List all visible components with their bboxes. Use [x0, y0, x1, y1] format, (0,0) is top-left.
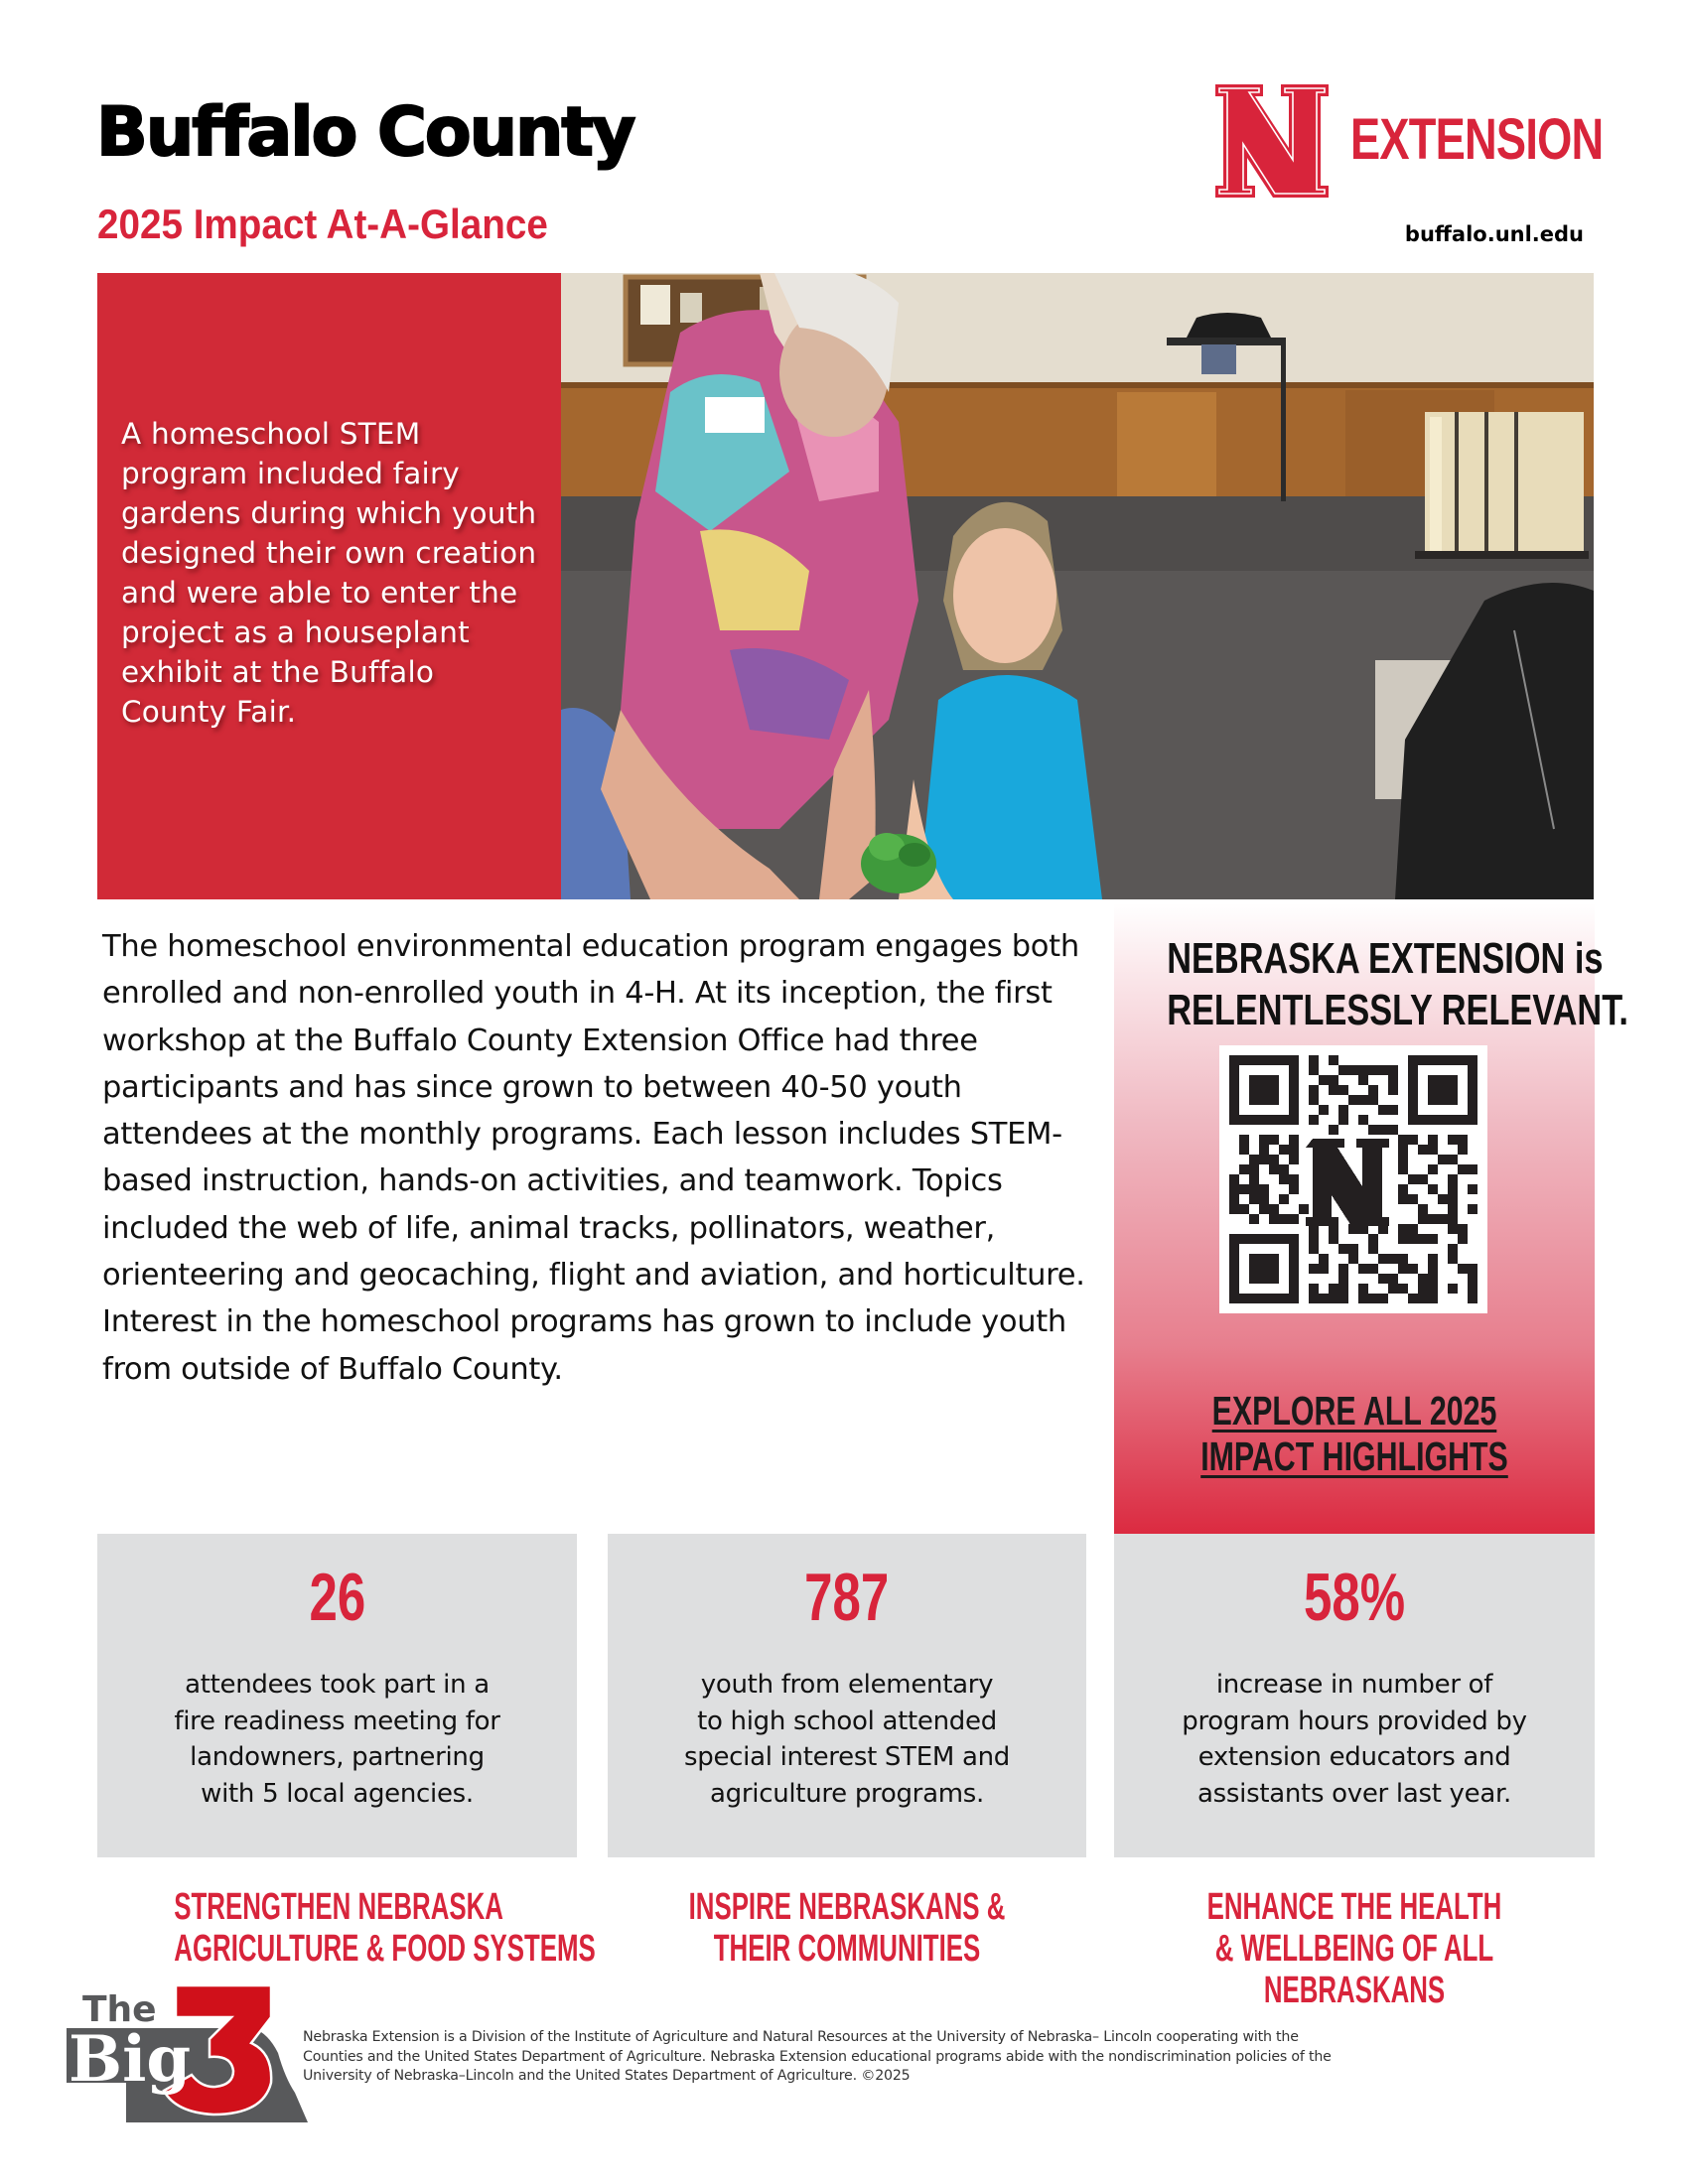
site-url-link[interactable]: buffalo.unl.edu	[1404, 222, 1584, 246]
program-description: The homeschool environmental education program engages both enrolled and non-enrolled youth in 4-H. At its inception, the first workshop at the Buffalo County Extension Office had three participants and has since grown to between 40-50 youth attendees at the monthly programs. Each lesson includes STEM-based instruction, hands-on activities, and teamwork. Topics included the web of life, animal tracks, pollinators, weather, orienteering and geocaching, flight and aviation, and horticulture. Interest in the homeschool programs has grown to include youth from outside of Buffalo County.	[102, 929, 1085, 1387]
pillar-agriculture	[174, 1886, 596, 1970]
disclaimer-line: Nebraska Extension is a Division of the Institute of Agriculture and Natural Resources at the University of Nebraska– Lincoln cooperating with the	[303, 2029, 1299, 2045]
stat-line: agriculture programs.	[710, 1778, 984, 1809]
pillar-line: AGRICULTURE & FOOD SYSTEMS	[174, 1928, 596, 1970]
pillar-health	[1191, 1886, 1517, 2011]
pillar-line: THEIR COMMUNITIES	[713, 1928, 981, 1970]
stat-line: to high school attended	[697, 1706, 997, 1736]
pillar-line: ENHANCE THE HEALTH	[1206, 1886, 1502, 1928]
stat-line: attendees took part in a	[185, 1670, 490, 1700]
qr-code-icon[interactable]	[1219, 1045, 1487, 1313]
stat-line: with 5 local agencies.	[201, 1778, 474, 1809]
panel-headline-line-1: NEBRASKA EXTENSION is	[1167, 934, 1604, 983]
stat-line: youth from elementary	[700, 1670, 994, 1700]
page-title: Buffalo County	[96, 93, 634, 172]
stat-line: fire readiness meeting for	[174, 1706, 500, 1736]
explore-impact-highlights-link[interactable]	[1177, 1388, 1532, 1479]
pillar-communities	[684, 1886, 1010, 1970]
stat-description	[1141, 1667, 1568, 1812]
stat-card-program-hours	[1114, 1534, 1595, 1857]
stat-description	[633, 1667, 1060, 1812]
big3-the: The	[82, 1989, 157, 2030]
page-subtitle: 2025 Impact At-A-Glance	[97, 201, 548, 247]
disclaimer-line: Counties and the United States Department of Agriculture. Nebraska Extension educational programs abide with the nondiscrimination policies of the	[303, 2048, 1332, 2065]
pillar-line: & WELLBEING OF ALL	[1214, 1928, 1494, 1970]
stat-value: 58%	[1303, 1560, 1406, 1635]
big3-big: Big	[69, 2022, 192, 2097]
stat-value: 787	[804, 1560, 890, 1635]
disclaimer-line: University of Nebraska–Lincoln and the United States Department of Agriculture. ©2025	[303, 2068, 911, 2084]
panel-headline-line-2: RELENTLESSLY RELEVANT.	[1167, 986, 1628, 1034]
hero-callout-text: A homeschool STEM program included fairy gardens during which youth designed their own creation and were able to enter the project as a houseplant exhibit at the Buffalo County Fair.	[121, 416, 537, 729]
explore-link-line-1: EXPLORE ALL 2025	[1211, 1388, 1497, 1433]
pillar-line: INSPIRE NEBRASKANS &	[688, 1886, 1006, 1928]
hero-photo	[561, 273, 1594, 899]
stat-line: extension educators and	[1197, 1742, 1511, 1772]
stat-line: special interest STEM and	[684, 1742, 1010, 1772]
nebraska-n-logo-icon	[1213, 82, 1331, 200]
explore-link-line-2: IMPACT HIGHLIGHTS	[1200, 1433, 1508, 1479]
relentlessly-relevant-panel	[1114, 903, 1628, 1535]
stat-card-youth-stem	[608, 1534, 1086, 1857]
big-3-logo-icon	[65, 1983, 308, 2122]
stat-line: assistants over last year.	[1197, 1778, 1511, 1809]
stat-description	[124, 1667, 551, 1812]
stat-line: increase in number of	[1215, 1670, 1493, 1700]
panel-headline	[1167, 933, 1628, 1036]
pillar-line: STRENGTHEN NEBRASKA	[174, 1886, 503, 1928]
qr-code-graphic	[1229, 1055, 1477, 1303]
pillar-line: NEBRASKANS	[1263, 1970, 1446, 2011]
stat-value: 26	[309, 1560, 365, 1635]
stat-line: program hours provided by	[1182, 1706, 1527, 1736]
stat-card-fire-readiness	[97, 1534, 577, 1857]
hero-photo-illustration	[561, 273, 1594, 899]
footer-disclaimer	[303, 2028, 1623, 2087]
extension-wordmark: EXTENSION	[1350, 107, 1604, 172]
hero-callout	[97, 273, 562, 899]
stat-line: landowners, partnering	[190, 1742, 485, 1772]
